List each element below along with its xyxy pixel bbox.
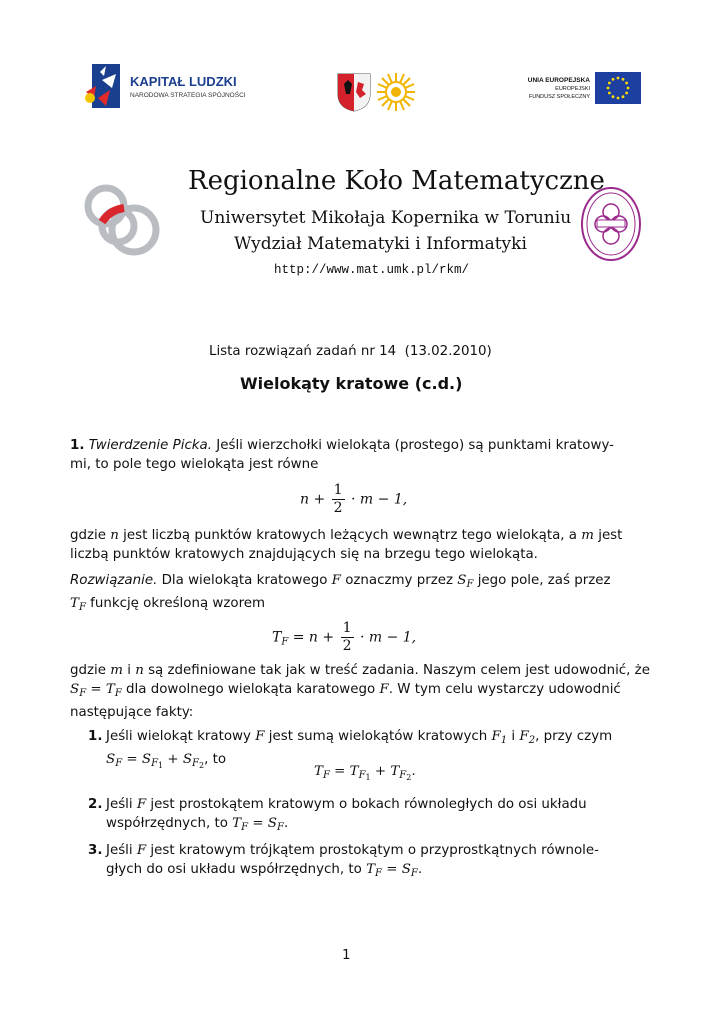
equals: = (122, 752, 142, 767)
period: . (411, 764, 416, 779)
fact-3-number (88, 841, 102, 860)
S-F (457, 573, 473, 588)
var-F: F (255, 729, 265, 744)
sub-F: F (79, 688, 87, 699)
sub-F: F (114, 688, 122, 699)
fact-num: 2. (88, 797, 103, 812)
sub-2: 2 (406, 773, 412, 782)
t-formula (272, 620, 416, 655)
sub-F: F (241, 822, 249, 833)
pick-formula-right: · m − 1, (351, 491, 408, 508)
plus: + (163, 752, 183, 767)
goal-text-2: i (122, 663, 136, 678)
var-S: S (182, 752, 193, 767)
frac-den: 2 (342, 638, 352, 654)
fact-2 (106, 795, 622, 837)
var-S: S (141, 752, 152, 767)
var-F: F (491, 729, 501, 744)
var-T: T (232, 816, 242, 831)
equals: = (382, 862, 402, 877)
t-formula-right: · m − 1, (359, 629, 417, 646)
kapital-ludzki-text: KAPITAŁ LUDZKI (130, 74, 237, 89)
var-F: F (379, 682, 389, 697)
var-S: S (70, 682, 80, 697)
theorem-name: Twierdzenie Picka. (88, 438, 213, 453)
fact-1-text-1: Jeśli wielokąt kratowy (106, 729, 256, 744)
fact-1-formula (314, 764, 416, 782)
T-F (232, 816, 248, 831)
sub-2: 2 (198, 761, 205, 770)
eu-text-block (510, 76, 590, 101)
where-paragraph (70, 526, 654, 564)
sub-F: F (410, 868, 418, 879)
solution-text-4: funkcję określoną wzorem (85, 596, 266, 611)
fact-num: 1. (88, 729, 103, 744)
S-F2 (182, 752, 205, 770)
pick-formula (300, 482, 407, 517)
S-F (106, 752, 122, 767)
university-seal-icon (580, 186, 642, 266)
eu-line1: UNIA EUROPEJSKA (527, 77, 590, 84)
S-F (70, 682, 86, 697)
kujawsko-pomorskie-crest-icon (336, 72, 372, 116)
var-m: m (581, 528, 594, 543)
F2 (519, 729, 535, 744)
problem-line1: Jeśli wierzchołki wielokąta (prostego) są punktami kratowy- (212, 438, 614, 453)
period: . (283, 816, 289, 831)
sub-1: 1 (500, 735, 508, 746)
frac-num: 1 (333, 482, 343, 498)
F1 (492, 729, 508, 744)
var-T: T (390, 764, 400, 779)
where-text-3: jest (593, 528, 623, 543)
T-F (70, 596, 86, 611)
solution-paragraph (70, 571, 654, 617)
goal-text-1: gdzie (70, 663, 111, 678)
faculty-name: Wydział Matematyki i Informatyki (234, 234, 527, 254)
goal-paragraph (70, 661, 654, 722)
one-half-fraction-2 (341, 620, 354, 655)
problem-line2: mi, to pole tego wielokąta jest równe (70, 457, 319, 472)
goal-text-5: dla dowolnego wielokąta karatowego (121, 682, 380, 697)
var-n: n (110, 528, 119, 543)
fact-2-text-1: Jeśli (106, 797, 137, 812)
goal-text-7: następujące fakty: (70, 705, 194, 720)
fact-2-text-3: współrzędnych, to (106, 816, 233, 831)
list-subject: Wielokąty kratowe (c.d.) (240, 374, 463, 393)
T-F (366, 862, 382, 877)
var-m: m (110, 663, 123, 678)
var-S: S (401, 862, 411, 877)
sub-F: F (192, 758, 199, 769)
var-S: S (267, 816, 277, 831)
sub-F: F (358, 770, 366, 781)
goal-text-3: są zdefiniowane tak jak w treść zadania. Naszym celem jest udowodnić, że (143, 663, 650, 678)
kapital-ludzki-emblem-icon (82, 62, 126, 112)
var-T: T (70, 596, 79, 611)
frac-den: 2 (333, 500, 343, 516)
where-text-1: gdzie (70, 528, 111, 543)
fact-1-text-2: jest sumą wielokątów kratowych (264, 729, 492, 744)
var-F: F (331, 573, 341, 588)
var-T: T (349, 764, 359, 779)
solution-text-2: oznaczmy przez (340, 573, 458, 588)
sub-F: F (322, 770, 330, 781)
fact-3 (106, 841, 622, 883)
kapital-ludzki-logo (82, 62, 252, 112)
fact-1-text-4: , przy czym (535, 729, 613, 744)
fact-3-text-2: jest kratowym trójkątem prostokątym o przyprostkątnych równole- (146, 843, 599, 858)
list-header: Lista rozwiązań zadań nr 14 (13.02.2010) (209, 344, 492, 359)
sub-F: F (466, 579, 474, 590)
fact-1-number (88, 727, 102, 746)
page-title: Regionalne Koło Matematyczne (188, 166, 605, 196)
fact-1-text-3: i (507, 729, 520, 744)
frac-num: 1 (342, 620, 352, 636)
var-T: T (272, 629, 282, 646)
var-F: F (136, 797, 147, 812)
period: . (417, 862, 423, 877)
sub-F: F (78, 602, 86, 613)
var-S: S (106, 752, 116, 767)
solution-text-3: jego pole, zaś przez (473, 573, 611, 588)
where-text-2: jest liczbą punktów kratowych leżących wewnątrz tego wielokąta, a (118, 528, 582, 543)
sub-F: F (375, 868, 382, 879)
university-name: Uniwersytet Mikołaja Kopernika w Toruniu (200, 208, 572, 228)
pick-formula-left: n + (300, 491, 326, 508)
sub-F: F (115, 758, 123, 769)
page-number: 1 (342, 948, 351, 963)
solution-label: Rozwiązanie. (70, 573, 158, 588)
fact-1-text-5: , to (204, 752, 227, 767)
fact-2-number (88, 795, 102, 814)
problem-statement (70, 436, 654, 474)
equals: = (248, 816, 268, 831)
rings-logo-icon (80, 180, 162, 266)
sub-2: 2 (528, 735, 536, 746)
var-F: F (136, 843, 147, 858)
fact-2-text-2: jest prostokątem kratowym o bokach równoległych do osi układu (146, 797, 587, 812)
problem-number: 1. (70, 438, 85, 453)
S-F1 (141, 752, 164, 770)
var-T: T (314, 764, 323, 779)
goal-text-6: . W tym celu wystarczy udowodnić (388, 682, 621, 697)
T-F (106, 682, 122, 697)
sub-1: 1 (365, 773, 371, 782)
eu-line3: FUNDUSZ SPOŁECZNY (528, 94, 590, 100)
plus: + (370, 764, 391, 779)
sub-F: F (399, 770, 407, 781)
sub-1: 1 (158, 761, 164, 770)
sub-F: F (276, 822, 284, 833)
eu-flag-icon (595, 72, 641, 108)
sub-F: F (281, 636, 289, 648)
eu-line2: EUROPEJSKI (555, 86, 590, 92)
solution-text-1: Dla wielokąta kratowego (157, 573, 332, 588)
var-n: n (135, 663, 144, 678)
equals: = (329, 764, 350, 779)
kapital-ludzki-subtext: NARODOWA STRATEGIA SPÓJNOŚCI (130, 92, 246, 99)
S-F (268, 816, 284, 831)
S-F (402, 862, 418, 877)
var-S: S (457, 573, 467, 588)
fact-3-text-1: Jeśli (106, 843, 137, 858)
var-T: T (105, 682, 115, 697)
website-url: http://www.mat.umk.pl/rkm/ (274, 263, 470, 277)
where-line2: liczbą punktów kratowych znajdujących się na brzegu tego wielokąta. (70, 547, 538, 562)
fact-num: 3. (88, 843, 103, 858)
sub-F: F (151, 758, 159, 769)
var-T: T (366, 862, 376, 877)
one-half-fraction (332, 482, 345, 517)
fact-3-text-3: głych do osi układu współrzędnych, to (106, 862, 367, 877)
var-F: F (519, 729, 529, 744)
sun-logo-icon (376, 72, 416, 116)
t-formula-left: = n + (288, 629, 335, 646)
equals: = (86, 682, 106, 697)
